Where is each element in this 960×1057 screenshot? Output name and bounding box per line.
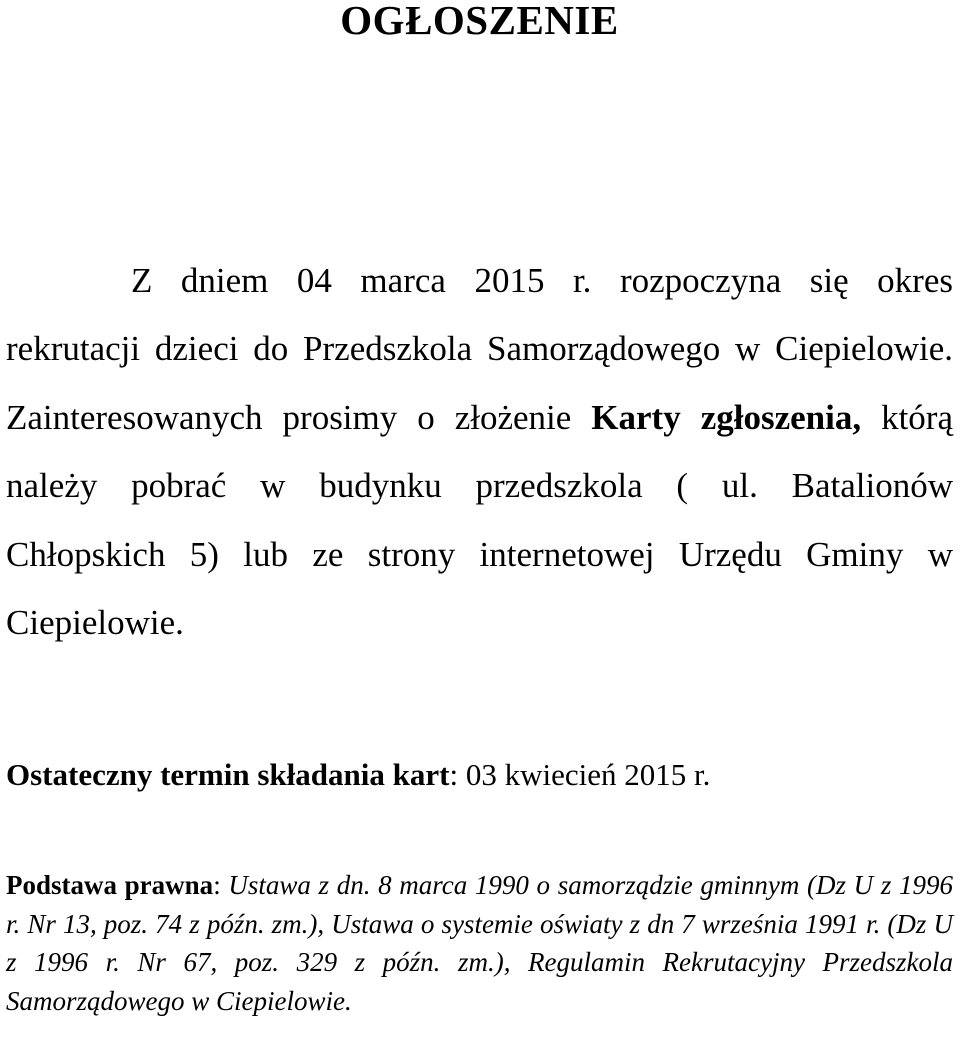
intro-text-start: Z dniem 04 marca 2015 r. rozpoczyna się okres rekrutacji dzieci do Przedszkola Samorządowego w Ciepielowie. Zainteresowanych prosimy o złożenie [6,261,953,437]
deadline-separator: : [449,757,459,792]
deadline-label: Ostateczny termin składania kart [6,757,450,792]
legal-basis-separator: : [213,870,229,900]
intro-paragraph [6,247,953,657]
registration-card-label: Karty zgłoszenia, [591,397,862,437]
deadline-date: 03 kwiecień 2015 r. [458,757,711,792]
legal-basis-label: Podstawa prawna [6,870,214,900]
deadline-line [6,755,953,795]
legal-basis-text: Ustawa z dn. 8 marca 1990 o samorządzie gminnym (Dz U z 1996 r. Nr 13, poz. 74 z późn. zm.), Ustawa o systemie oświaty z dn 7 września 1991 r. (Dz U z 1996 r. Nr 67, poz. 329 z późn. zm.), Regulamin Rekrutacyjny Przedszkola Samorządowego w Ciepielowie. [6,870,953,1016]
notice-title: OGŁOSZENIE [340,0,619,43]
legal-basis-paragraph [6,866,953,1020]
intro-text-end: którą należy pobrać w budynku przedszkola ( ul. Batalionów Chłopskich 5) lub ze strony internetowej Urzędu Gminy w Ciepielowie. [6,397,953,643]
